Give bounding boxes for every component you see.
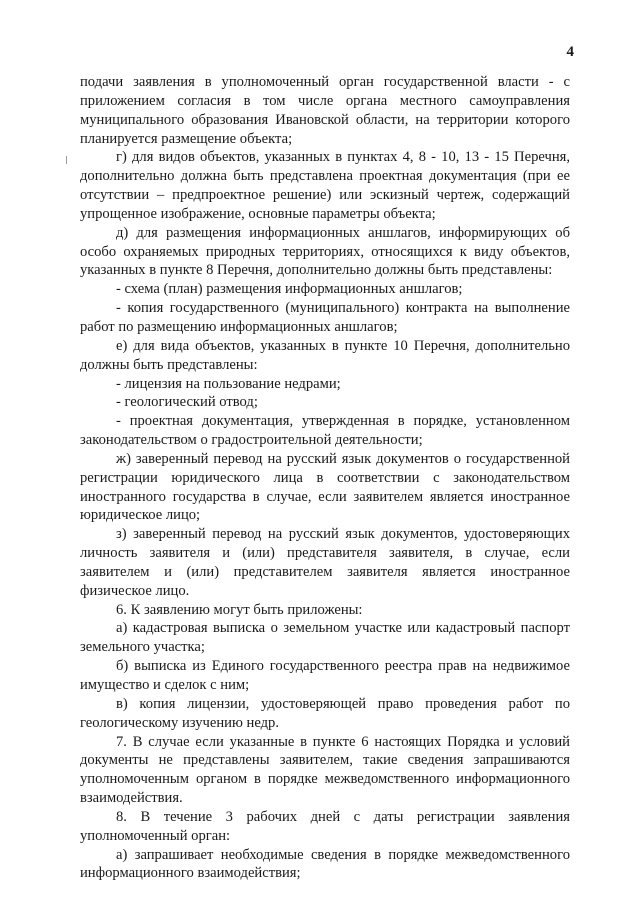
paragraph: а) запрашивает необходимые сведения в порядке межведомственного информационного взаимодействия; — [80, 846, 570, 882]
paragraph: д) для размещения информационных аншлагов, информирующих об особо охраняемых природных территориях, относящихся к виду объектов, указанных в пункте 8 Перечня, дополнительно должны быть представлены: — [80, 224, 570, 279]
paragraph: - геологический отвод; — [116, 394, 258, 411]
body-text — [80, 73, 570, 883]
paragraph: 7. В случае если указанные в пункте 6 настоящих Порядка и условий документы не представлены заявителем, такие сведения запрашиваются уполномоченным органом в порядке межведомственного информационного взаимодействия. — [80, 733, 570, 807]
paragraph: - лицензия на пользование недрами; — [116, 375, 341, 392]
paragraph: в) копия лицензии, удостоверяющей право проведения работ по геологическому изучению недр. — [80, 695, 570, 731]
scan-mark — [66, 156, 67, 164]
paragraph: - схема (план) размещения информационных аншлагов; — [116, 281, 463, 298]
paragraph: з) заверенный перевод на русский язык документов, удостоверяющих личность заявителя и (или) представителя заявителя, в случае, если заявителем и (или) представителем заявителя является иностранное физическое лицо. — [80, 526, 570, 599]
paragraph: а) кадастровая выписка о земельном участке или кадастровый паспорт земельного участка; — [80, 620, 570, 656]
paragraph: 8. В течение 3 рабочих дней с даты регистрации заявления уполномоченный орган: — [80, 808, 570, 844]
paragraph: г) для видов объектов, указанных в пунктах 4, 8 - 10, 13 - 15 Перечня, дополнительно должна быть представлена проектная документация (при ее отсутствии – предпроектное решение) или эскизный чертеж, содержащий упрощенное изображение, основные параметры объекта; — [80, 149, 570, 222]
paragraph: б) выписка из Единого государственного реестра прав на недвижимое имущество и сделок с ним; — [80, 658, 570, 693]
page-number: 4 — [566, 44, 574, 60]
paragraph: 6. К заявлению могут быть приложены: — [116, 601, 363, 618]
paragraph: е) для вида объектов, указанных в пункте 10 Перечня, дополнительно должны быть представлены: — [80, 337, 570, 373]
paragraph: подачи заявления в уполномоченный орган государственной власти - с приложением согласия в том числе органа местного самоуправления муниципального образования Ивановской области, на территории которого планируется размещение объекта; — [80, 74, 570, 147]
paragraph: - проектная документация, утвержденная в порядке, установленном законодательством о градостроительной деятельности; — [80, 413, 570, 449]
paragraph: - копия государственного (муниципального) контракта на выполнение работ по размещению информационных аншлагов; — [80, 300, 570, 335]
paragraph: ж) заверенный перевод на русский язык документов о государственной регистрации юридического лица в соответствии с законодательством иностранного государства в случае, если заявителем является иностранное юридическое лицо; — [80, 450, 570, 524]
